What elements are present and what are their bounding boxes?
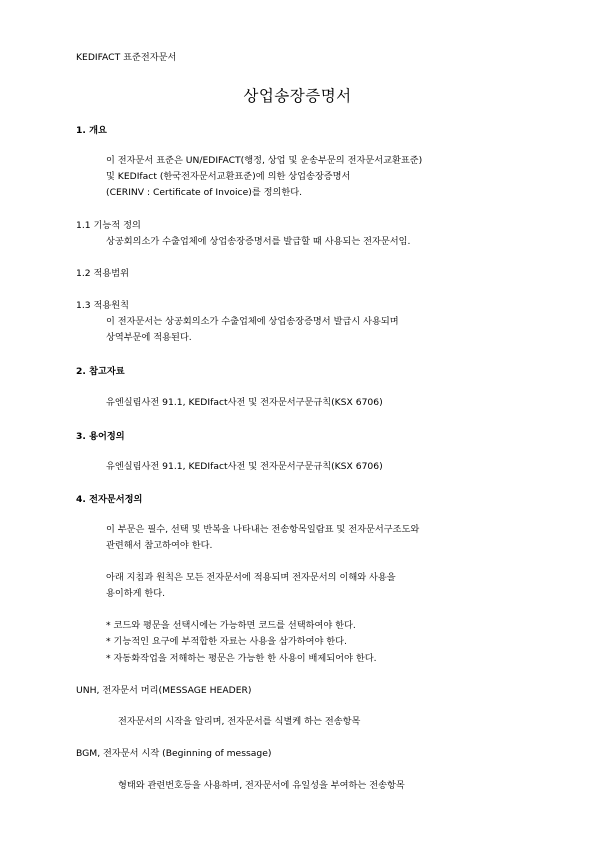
section-2-text: 유엔실림사전 91.1, KEDIfact사전 및 전자문서구문규칙(KSX 6706) — [106, 397, 383, 408]
section-4-paragraph-line: 아래 지침과 원칙은 모든 전자문서에 적용되며 전자문서의 이해와 사용을 — [106, 572, 396, 583]
section-4-heading: 4. 전자문서정의 — [76, 494, 143, 505]
section-3-heading: 3. 용어정의 — [76, 431, 125, 442]
section-1-1-text: 상공회의소가 수출업체에 상업송장증명서를 발급할 때 사용되는 전자문서임. — [106, 236, 411, 247]
bgm-heading: BGM, 전자문서 시작 (Beginning of message) — [76, 748, 272, 759]
section-4-paragraph-line: 이 부문은 필수, 선택 및 반복을 나타내는 전송항목일람표 및 전자문서구조도와 — [106, 524, 420, 535]
section-1-line: 및 KEDIfact (한국전자문서교환표준)에 의한 상업송장증명서 — [106, 171, 351, 182]
unh-heading: UNH, 전자문서 머리(MESSAGE HEADER) — [76, 685, 252, 696]
section-4-paragraph-line: 용이하게 한다. — [106, 588, 166, 599]
section-1-line: 이 전자문서 표준은 UN/EDIFACT(행정, 상업 및 운송부문의 전자문서교환표준) — [106, 155, 423, 166]
section-2-heading: 2. 참고자료 — [76, 366, 125, 377]
document-title: 상업송장증명서 — [243, 87, 352, 105]
section-1-line: (CERINV : Certificate of Invoice)를 정의한다. — [106, 187, 303, 198]
section-1-3-line: 상역부문에 적용된다. — [106, 332, 192, 343]
section-4-bullet: * 기능적인 요구에 부적합한 자료는 사용을 삼가하여야 한다. — [106, 636, 347, 647]
section-1-3-line: 이 전자문서는 상공회의소가 수출업체에 상업송장증명서 발급시 사용되며 — [106, 316, 399, 327]
section-1-2-heading: 1.2 적용범위 — [76, 268, 130, 279]
bgm-text: 형태와 관련번호등을 사용하며, 전자문서에 유일성을 부여하는 전송항목 — [118, 780, 405, 791]
document-header: KEDIFACT 표준전자문서 — [76, 52, 177, 63]
section-4-bullet: * 코드와 평문을 선택시에는 가능하면 코드를 선택하여야 한다. — [106, 620, 356, 631]
section-4-bullet: * 자동화작업을 저해하는 평문은 가능한 한 사용이 배제되어야 한다. — [106, 653, 377, 664]
unh-text: 전자문서의 시작을 알리며, 전자문서를 식별케 하는 전송항목 — [118, 716, 361, 727]
section-3-text: 유엔실림사전 91.1, KEDIfact사전 및 전자문서구문규칙(KSX 6706) — [106, 461, 383, 472]
section-1-3-heading: 1.3 적용원칙 — [76, 300, 130, 311]
section-4-paragraph-line: 관련해서 참고하여야 한다. — [106, 540, 213, 551]
section-1-heading: 1. 개요 — [76, 125, 107, 136]
section-1-1-heading: 1.1 기능적 정의 — [76, 220, 141, 231]
